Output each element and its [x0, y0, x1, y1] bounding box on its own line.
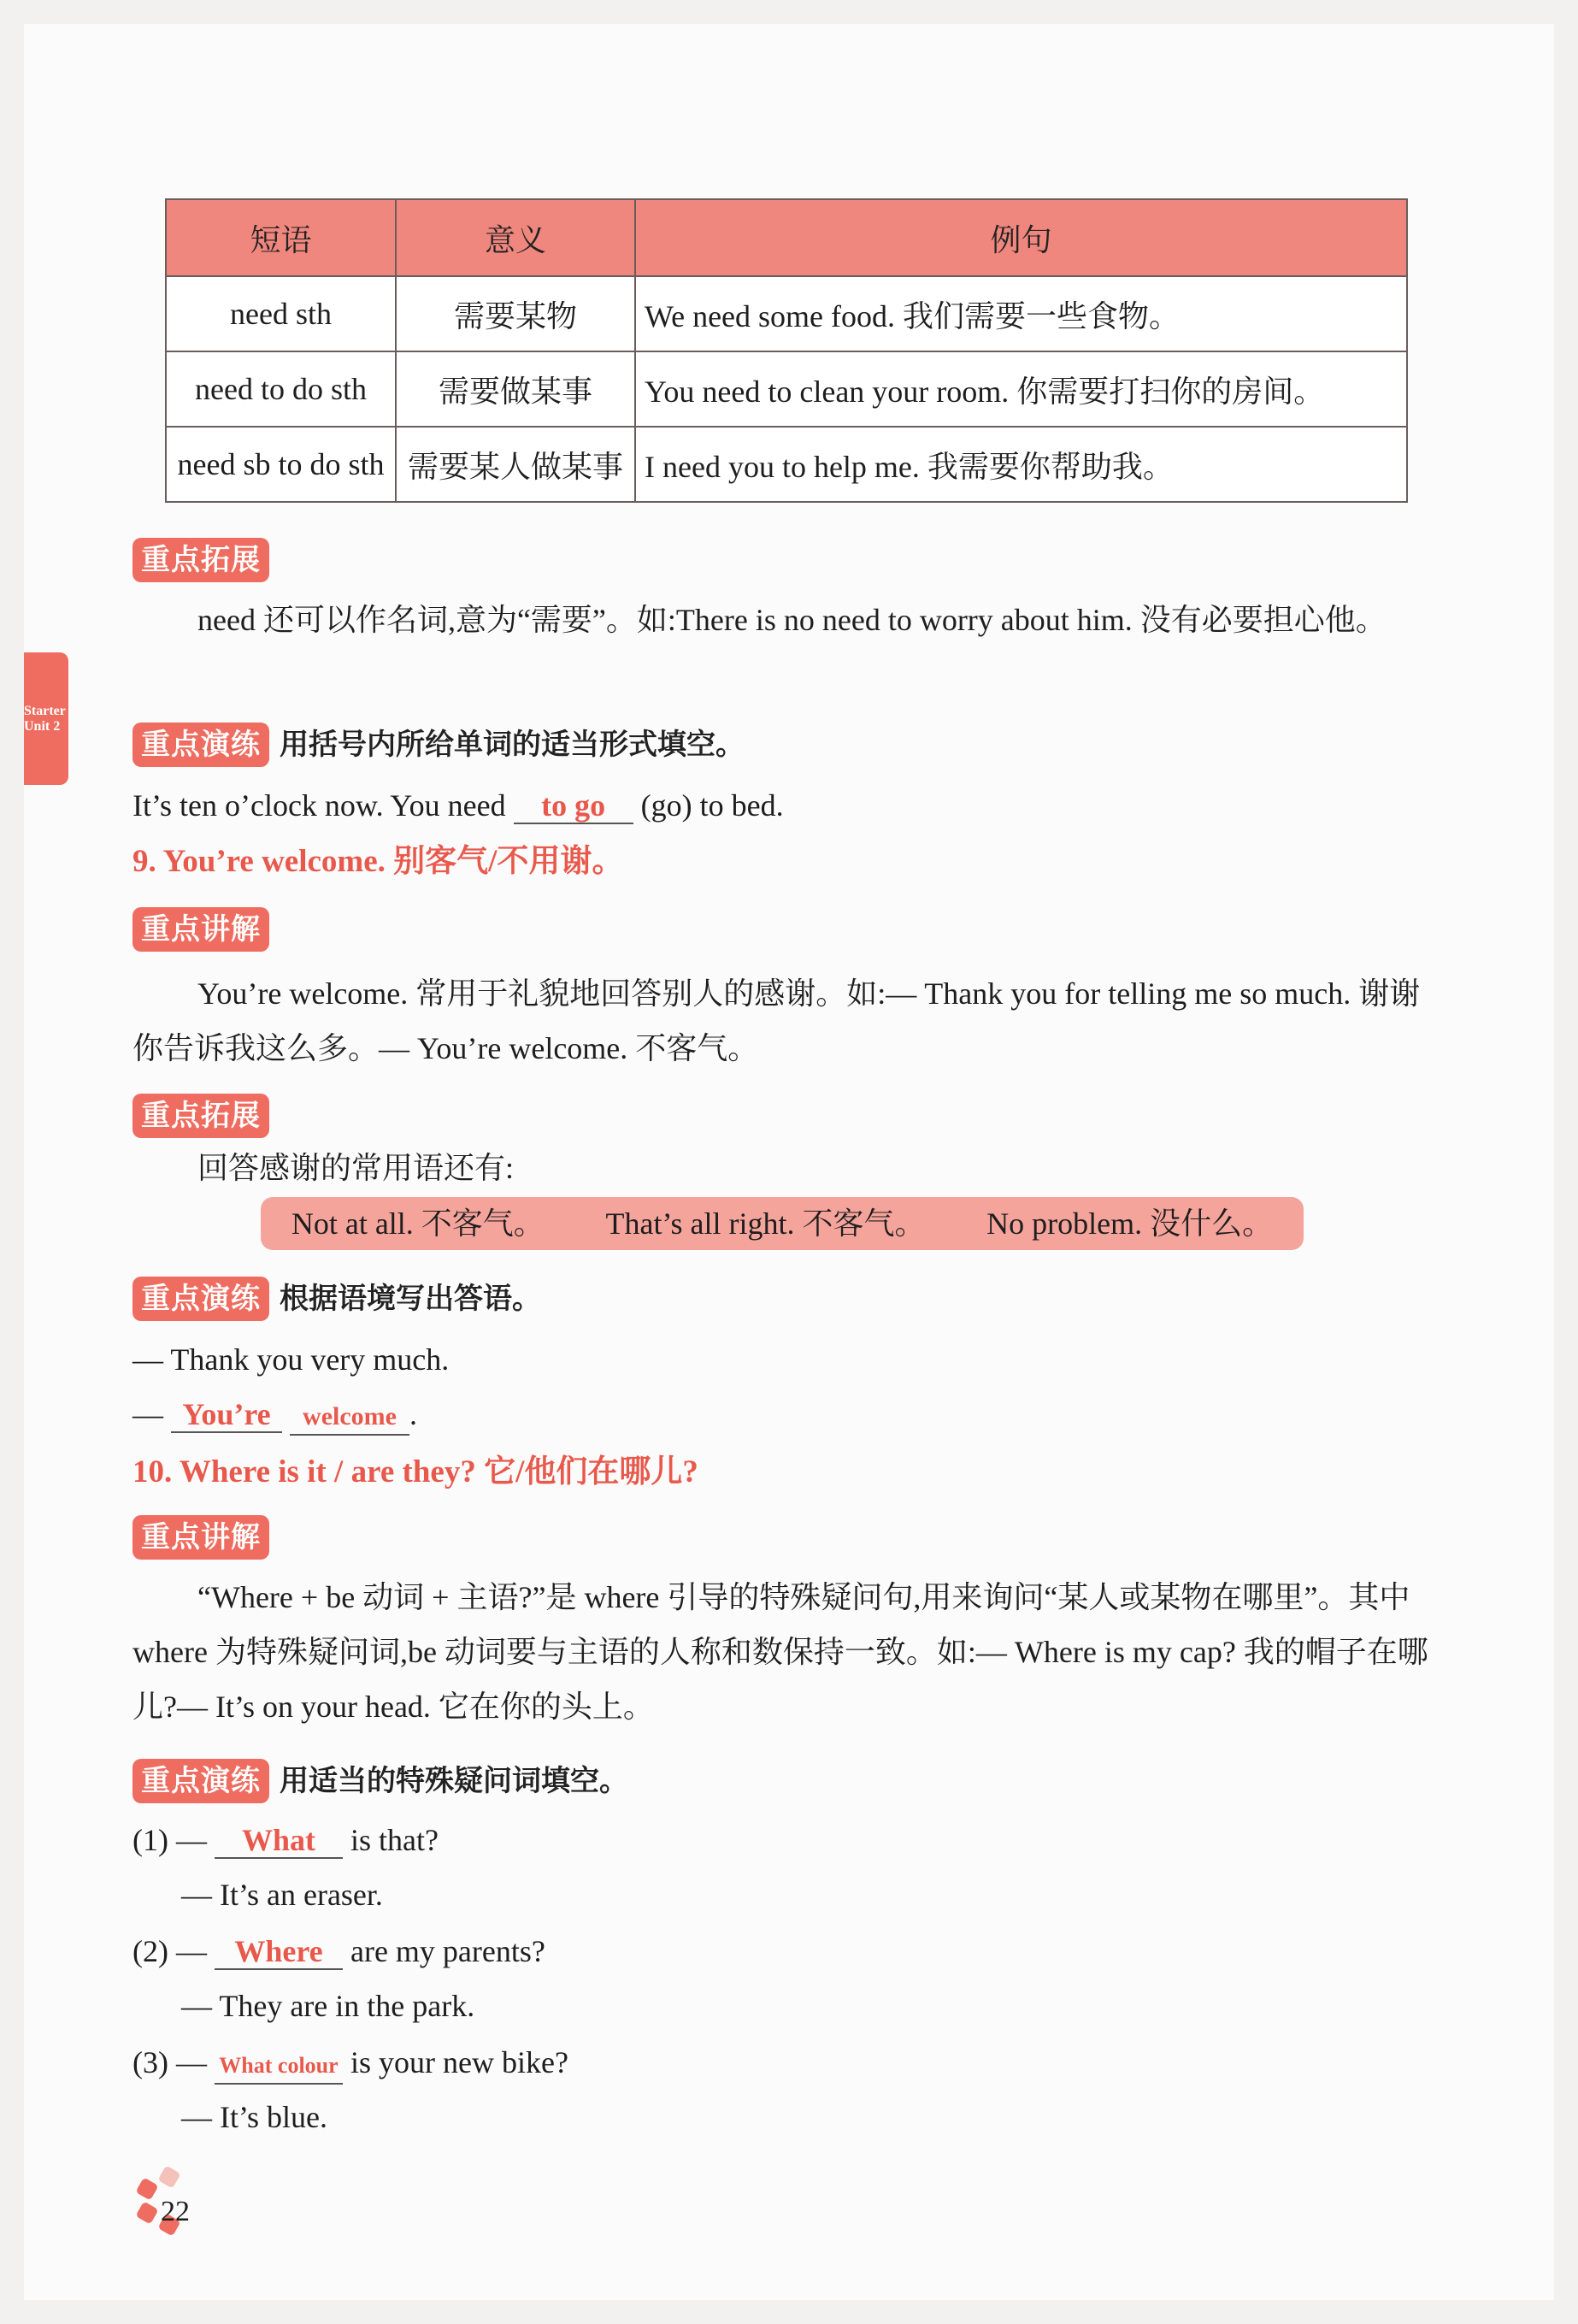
tag-explain: 重点讲解 — [132, 907, 269, 952]
item-text: is your new bike? — [350, 2045, 568, 2079]
table-header: 短语 — [166, 199, 396, 276]
table-header: 例句 — [635, 199, 1407, 276]
tag-expand: 重点拓展 — [132, 538, 269, 582]
answer-blank: What — [215, 1823, 343, 1859]
table-cell: 需要某人做某事 — [396, 427, 635, 502]
item-text: are my parents? — [350, 1934, 545, 1968]
table-row — [166, 351, 1407, 427]
answer-blank: to go — [514, 788, 633, 824]
table-row — [166, 427, 1407, 502]
table-header-row — [166, 199, 1407, 276]
pill-phrase: No problem. 没什么。 — [986, 1206, 1274, 1241]
item-reply: — They are in the park. — [181, 1989, 475, 2023]
table-cell: need sth — [166, 276, 396, 351]
question-text: It’s ten o’clock now. You need — [132, 788, 506, 823]
answer-blank: What colour — [215, 2049, 343, 2085]
explain-section-10 — [132, 1509, 1440, 1564]
vocab-table — [165, 198, 1408, 503]
page-number: 22 — [161, 2196, 190, 2227]
question-text: (go) to bed. — [640, 788, 784, 823]
table-cell: We need some food. 我们需要一些食物。 — [635, 276, 1407, 351]
practice-instruction: 根据语境写出答语。 — [280, 1282, 541, 1316]
answer-blank: welcome — [290, 1400, 409, 1436]
item-text: is that? — [350, 1823, 439, 1857]
practice-item — [132, 1924, 1440, 1979]
explain-text-10: “Where + be 动词 + 主语?”是 where 引导的特殊疑问句,用来询问“某人或某物在哪里”。其中 where 为特殊疑问词,be 动词要与主语的人称和数保持一致。如:— Where is my cap? 我的帽子在哪儿?— It’s on your head. 它在你的头上。 — [132, 1580, 1428, 1724]
table-cell: 需要做某事 — [396, 351, 635, 427]
table-cell: I need you to help me. 我需要你帮助我。 — [635, 427, 1407, 502]
answer-blank: Where — [215, 1934, 343, 1970]
unit-side-tab — [24, 652, 68, 785]
tag-expand: 重点拓展 — [132, 1094, 269, 1138]
table-cell: You need to clean your room. 你需要打扫你的房间。 — [635, 351, 1407, 427]
item-reply: — It’s an eraser. — [181, 1878, 383, 1912]
explain-section-9 — [132, 901, 1440, 956]
practice-answer-line — [132, 1387, 1440, 1442]
practice-question — [132, 778, 1440, 833]
table-cell: need to do sth — [166, 351, 396, 427]
item-number: (1) — — [132, 1823, 207, 1857]
item-number: (2) — — [132, 1934, 207, 1968]
table-header: 意义 — [396, 199, 635, 276]
expand-section-need — [132, 532, 1440, 587]
practice-item — [132, 2035, 1440, 2090]
section-heading: 9. You’re welcome. 别客气/不用谢。 — [132, 844, 624, 879]
expand-text-9: 回答感谢的常用语还有: — [197, 1151, 515, 1185]
expand-section-9 — [132, 1088, 1440, 1142]
practice-item — [132, 1813, 1440, 1867]
tag-practice: 重点演练 — [132, 723, 269, 767]
tag-explain: 重点讲解 — [132, 1515, 269, 1560]
table-cell: need sb to do sth — [166, 427, 396, 502]
dash: — — [132, 1397, 163, 1431]
pill-phrase: Not at all. 不客气。 — [291, 1206, 545, 1241]
practice-section-10 — [132, 1753, 1440, 1808]
section-heading: 10. Where is it / are they? 它/他们在哪儿? — [132, 1454, 698, 1489]
tag-practice: 重点演练 — [132, 1759, 269, 1803]
practice-line: — Thank you very much. — [132, 1342, 450, 1377]
punct: . — [409, 1397, 417, 1431]
item-number: (3) — — [132, 2045, 207, 2079]
expand-text-need: need 还可以作名词,意为“需要”。如:There is no need to worry about him. 没有必要担心他。 — [197, 603, 1387, 637]
phrase-pill — [261, 1197, 1304, 1250]
practice-section-9 — [132, 1271, 1440, 1326]
tag-practice: 重点演练 — [132, 1277, 269, 1321]
table-cell: 需要某物 — [396, 276, 635, 351]
answer-blank: You’re — [171, 1397, 282, 1433]
practice-instruction: 用适当的特殊疑问词填空。 — [280, 1764, 628, 1798]
practice-section-need — [132, 717, 1440, 772]
explain-text-9: You’re welcome. 常用于礼貌地回答别人的感谢。如:— Thank you for telling me so much. 谢谢你告诉我这么多。— You’re welcome. 不客气。 — [132, 976, 1421, 1065]
table-row — [166, 276, 1407, 351]
practice-instruction: 用括号内所给单词的适当形式填空。 — [280, 728, 745, 762]
item-reply: — It’s blue. — [181, 2100, 327, 2134]
unit-side-tab-label: Starter Unit 2 — [24, 704, 66, 734]
pill-phrase: That’s all right. 不客气。 — [605, 1206, 926, 1241]
